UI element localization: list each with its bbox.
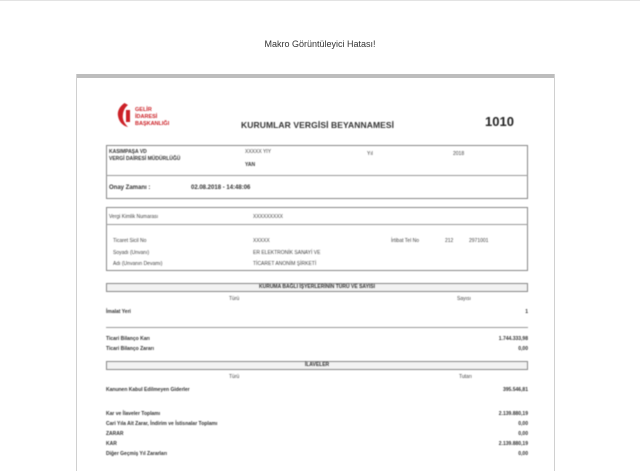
additions-row-value: 2.139.880,19 xyxy=(498,411,528,417)
phone-label: İrtibat Tel No xyxy=(391,238,419,244)
loss-label: Ticari Bilanço Zararı xyxy=(106,346,154,352)
loss-value: 0,00 xyxy=(518,346,528,352)
activities-col-type: Türü xyxy=(229,296,240,302)
additions-row-value: 395.546,81 xyxy=(502,387,528,393)
approval-label: Onay Zamanı : xyxy=(109,185,151,191)
additions-row-value: 2.139.880,19 xyxy=(498,441,528,447)
year-value: 2018 xyxy=(453,151,465,157)
tax-office-section xyxy=(106,145,528,199)
additions-row-label: ZARAR xyxy=(106,431,124,437)
phone-value: 2971001 xyxy=(469,238,489,244)
additions-row-value: 0,00 xyxy=(518,451,528,457)
surname-value: ER ELEKTRONİK SANAYİ VE xyxy=(253,250,321,256)
year-label: Yıl xyxy=(367,151,373,157)
tax-office-directorate: VERGİ DAİRESİ MÜDÜRLÜĞÜ xyxy=(109,156,181,162)
tax-office-name: KASIMPAŞA VD xyxy=(109,149,147,155)
office-code-sub: YAN xyxy=(245,162,256,168)
document-preview xyxy=(76,74,555,471)
phone-code: 212 xyxy=(445,238,454,244)
trade-reg-label: Ticaret Sicil No xyxy=(113,238,147,244)
additions-row-label: Diğer Geçmiş Yıl Zararları xyxy=(106,451,168,457)
profit-label: Ticari Bilanço Karı xyxy=(106,336,150,342)
document-page xyxy=(77,74,555,471)
additions-row-value: 0,00 xyxy=(518,431,528,437)
office-code: XXXXX YIY xyxy=(245,149,272,155)
activity-row-value: 1 xyxy=(525,309,528,315)
name-value: TİCARET ANONİM ŞİRKETİ xyxy=(253,261,317,267)
additions-col-type: Türü xyxy=(229,374,240,380)
additions-row-label: KAR xyxy=(106,441,117,447)
viewer-error-title: Makro Görüntüleyici Hatası! xyxy=(264,39,376,49)
additions-row-label: Cari Yıla Ait Zarar, İndirim ve İstisnalar Toplamı xyxy=(106,421,218,427)
activity-row-label: İmalat Yeri xyxy=(106,309,131,315)
form-number: 1010 xyxy=(485,114,514,129)
surname-label: Soyadı (Unvanı) xyxy=(113,250,150,256)
taxpayer-section xyxy=(106,207,528,271)
section-divider xyxy=(106,327,528,328)
activities-band: KURUMA BAĞLI İŞYERLERİNİN TÜRÜ VE SAYISI xyxy=(106,283,528,292)
name-label: Adı (Unvanın Devamı) xyxy=(113,261,163,267)
vkn-value: XXXXXXXXX xyxy=(253,214,284,220)
additions-row-label: Kar ve İlaveler Toplamı xyxy=(106,411,161,417)
activities-col-count: Sayısı xyxy=(457,296,471,302)
gib-logo-icon xyxy=(117,103,132,127)
profit-value: 1.744.333,98 xyxy=(498,336,528,342)
section-divider xyxy=(106,224,528,225)
additions-row-label: Kanunen Kabul Edilmeyen Giderler xyxy=(106,387,190,393)
additions-row-value: 0,00 xyxy=(518,421,528,427)
form-title: KURUMLAR VERGİSİ BEYANNAMESİ xyxy=(241,120,395,130)
vkn-label: Vergi Kimlik Numarası xyxy=(109,214,159,220)
logo-text: GELİR İDARESİ BAŞKANLIĞI xyxy=(135,107,170,127)
additions-col-amount: Tutarı xyxy=(459,374,472,380)
trade-reg-value: XXXXX xyxy=(253,238,270,244)
top-divider xyxy=(0,0,640,1)
section-divider xyxy=(106,175,528,176)
approval-value: 02.08.2018 - 14:48:06 xyxy=(191,185,251,191)
additions-band: İLAVELER xyxy=(106,361,528,370)
